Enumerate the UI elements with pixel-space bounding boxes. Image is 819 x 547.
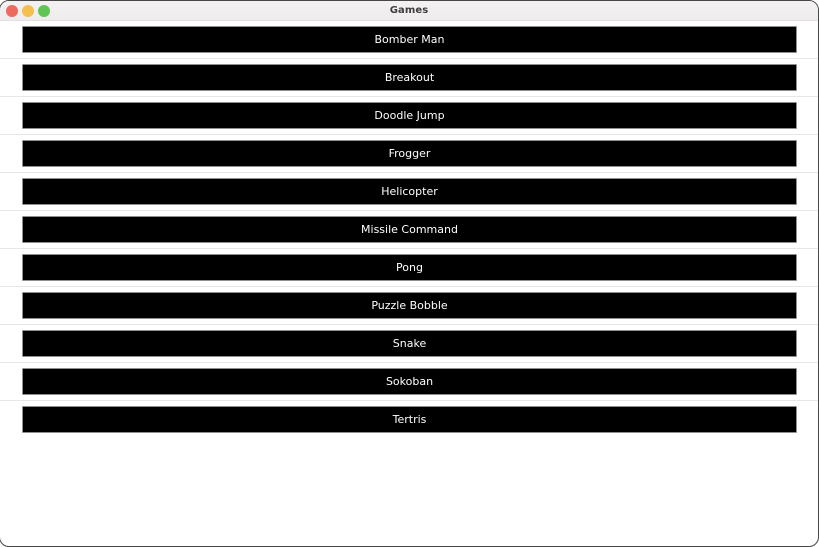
separator	[0, 96, 818, 97]
game-button-helicopter[interactable]: Helicopter	[22, 178, 797, 205]
game-button-missile-command[interactable]: Missile Command	[22, 216, 797, 243]
separator	[0, 362, 818, 363]
game-button-tertris[interactable]: Tertris	[22, 406, 797, 433]
separator	[0, 210, 818, 211]
separator	[0, 172, 818, 173]
game-button-frogger[interactable]: Frogger	[22, 140, 797, 167]
game-button-pong[interactable]: Pong	[22, 254, 797, 281]
game-button-doodle-jump[interactable]: Doodle Jump	[22, 102, 797, 129]
separator	[0, 248, 818, 249]
zoom-button[interactable]	[38, 5, 50, 17]
game-button-sokoban[interactable]: Sokoban	[22, 368, 797, 395]
separator	[0, 400, 818, 401]
separator	[0, 134, 818, 135]
game-button-bomber-man[interactable]: Bomber Man	[22, 26, 797, 53]
window-title: Games	[389, 5, 429, 16]
separator	[0, 286, 818, 287]
game-button-snake[interactable]: Snake	[22, 330, 797, 357]
separator	[0, 324, 818, 325]
separator	[0, 58, 818, 59]
minimize-button[interactable]	[22, 5, 34, 17]
traffic-lights	[6, 5, 50, 17]
game-button-breakout[interactable]: Breakout	[22, 64, 797, 91]
titlebar[interactable]	[0, 1, 818, 21]
game-list	[0, 21, 818, 433]
game-button-puzzle-bobble[interactable]: Puzzle Bobble	[22, 292, 797, 319]
close-button[interactable]	[6, 5, 18, 17]
